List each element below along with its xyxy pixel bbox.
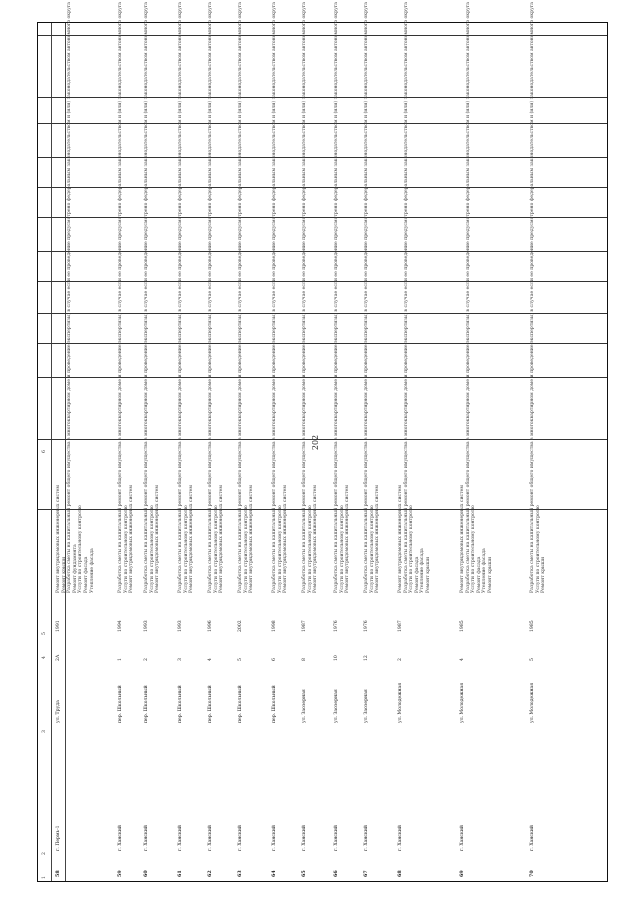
row-work-item: Ремонт фундамента — [72, 544, 78, 593]
row-work-item: Ремонт внутридомовых инженерных систем — [460, 485, 465, 593]
row-work-item: Ремонт фасада — [476, 556, 482, 593]
row-number: 66 — [333, 870, 339, 877]
table-row — [38, 217, 607, 251]
row-work-item: Ремонт крыши — [426, 556, 431, 593]
row-work-item: Услуги по строительному контролю — [243, 505, 249, 593]
row-work-item: Ремонт внутридомовых инженерных систем — [283, 485, 289, 593]
row-house: 2 — [144, 658, 149, 661]
row-work-item: Услуги по строительному контролю — [149, 505, 155, 593]
row-district: г. Ханский — [530, 825, 535, 851]
row-street: ул. Труда — [56, 700, 61, 723]
row-work-item: Услуги по строительному контролю — [369, 505, 375, 593]
row-year: 1976 — [364, 620, 369, 632]
row-district: г. Ханский — [178, 825, 183, 851]
row-house: 8 — [302, 658, 307, 661]
row-number: 62 — [207, 870, 213, 877]
row-work-item: Ремонт крыши — [61, 556, 67, 593]
row-work-item: Услуги по строительному контролю — [339, 505, 345, 593]
row-street: пер. Школьный — [238, 685, 243, 723]
row-street: ул. Молодежная — [398, 682, 403, 723]
table-row — [38, 123, 607, 157]
row-district: г. Ханский — [272, 825, 277, 851]
row-work-item: Разработка сметы на капитальный ремонт общего имущества в многоквартирном доме и проведение экспертизы, в случае если ее проведение предусмотрено федеральным законодательством и (или) законодательством автономного округа — [208, 2, 213, 593]
row-work-item: Ремонт крыши — [488, 556, 493, 593]
row-year: 1985 — [460, 620, 465, 632]
column-header-4: 4 — [42, 656, 47, 659]
row-district: г. Ханский — [118, 825, 123, 851]
row-year: 1991 — [56, 620, 61, 632]
row-street: пер. Школьный — [208, 685, 213, 723]
column-header-3: 3 — [42, 730, 47, 733]
row-year: 1998 — [272, 620, 277, 632]
row-house: 2А — [56, 654, 61, 661]
row-work-item: Услуги по строительному контролю — [277, 505, 283, 593]
row-work-item: Разработка сметы на капитальный ремонт общего имущества в многоквартирном доме и проведение экспертизы, в случае если ее проведение предусмотрено федеральным законодательством и (или) законодательством автономного округа — [364, 2, 369, 593]
row-house: 5 — [530, 658, 535, 661]
page-number: 202 — [311, 434, 321, 451]
row-house: 6 — [272, 658, 277, 661]
row-district: г. Ханский — [144, 825, 149, 851]
row-work-item: Услуги по строительному контролю — [213, 505, 219, 593]
row-work-item: Разработка сметы на капитальный ремонт общего имущества в многоквартирном доме и проведение экспертизы, в случае если ее проведение предусмотрено федеральным законодательством и (или) законодательством автономного округа — [465, 2, 471, 593]
table-row — [38, 187, 607, 217]
table-row — [38, 313, 607, 343]
row-street: ул. Молодежная — [530, 682, 535, 723]
row-district: г. Пермь-1 — [56, 825, 61, 851]
row-number: 69 — [459, 870, 465, 877]
row-district: г. Ханский — [302, 825, 307, 851]
row-work-item: Ремонт внутридомовых инженерных систем — [249, 485, 255, 593]
row-work-item: Разработка сметы на капитальный ремонт общего имущества в многоквартирном доме и проведение экспертизы, в случае если ее проведение предусмотрено федеральным законодательством и (или) законодательством автономного округа — [118, 2, 123, 593]
row-district: г. Ханский — [208, 825, 213, 851]
row-district: г. Ханский — [460, 825, 465, 851]
column-header-1: 1 — [42, 876, 47, 879]
row-district: г. Ханский — [364, 825, 369, 851]
row-number: 60 — [143, 870, 149, 877]
row-work-item: Разработка сметы на капитальный ремонт общего имущества в многоквартирном доме и проведение экспертизы, в случае если ее проведение предусмотрено федеральным законодательством и (или) законодательством автономного округа — [302, 2, 307, 593]
row-work-item: Ремонт внутридомовых инженерных систем — [345, 485, 351, 593]
row-district: г. Ханский — [334, 825, 339, 851]
table-row — [38, 343, 607, 377]
column-header-5: 5 — [42, 632, 47, 635]
row-work-item: Услуги по строительному контролю — [409, 505, 415, 593]
row-work-item: Ремонт внутридомовых инженерных систем — [189, 485, 195, 593]
row-number: 61 — [177, 870, 183, 877]
row-work-item: Разработка сметы на капитальный ремонт общего имущества в многоквартирном доме и проведение экспертизы, в случае если ее проведение предусмотрено федеральным законодательством и (или) законодательством автономного округа — [403, 2, 409, 593]
row-house: 4 — [208, 658, 213, 661]
row-house: 2 — [398, 658, 403, 661]
row-district: г. Ханский — [398, 825, 403, 851]
row-year: 1996 — [208, 620, 213, 632]
row-work-item: Утепление фасада — [482, 548, 488, 593]
row-street: пер. Школьный — [144, 685, 149, 723]
row-house: 5 — [238, 658, 243, 661]
row-year: 1987 — [302, 620, 307, 632]
row-work-item: Разработка сметы на капитальный ремонт общего имущества в многоквартирном доме и проведение экспертизы, в случае если ее проведение предусмотрено федеральным законодательством и (или) законодательством автономного округа — [530, 2, 535, 593]
row-street: ул. Заозерная — [334, 689, 339, 723]
table-row — [38, 439, 607, 509]
table-row — [38, 251, 607, 281]
row-street: пер. Школьный — [178, 685, 183, 723]
row-district: г. Ханский — [238, 825, 243, 851]
row-work-item: Утепление фасада — [89, 548, 95, 593]
row-year: 1987 — [398, 620, 403, 632]
row-number: 63 — [237, 870, 243, 877]
row-work-item: Разработка сметы на капитальный ремонт общего имущества в многоквартирном доме и проведение экспертизы, в случае если ее проведение предусмотрено федеральным законодательством и (или) законодательством автономного округа — [144, 2, 149, 593]
row-work-item: Ремонт крыши — [541, 556, 547, 593]
row-work-item: Ремонт внутридомовых инженерных систем — [56, 485, 61, 593]
row-number: 58 — [55, 870, 61, 877]
row-work-item: Ремонт фасада — [414, 556, 420, 593]
row-work-item: Услуги по строительному контролю — [307, 505, 313, 593]
row-work-item: Ремонт внутридомовых инженерных систем — [219, 485, 225, 593]
row-work-item: Ремонт внутридомовых инженерных систем — [398, 485, 403, 593]
row-street: ул. Заозерная — [302, 689, 307, 723]
column-header-6: 6 — [42, 450, 47, 453]
row-number: 59 — [117, 870, 123, 877]
row-work-item: Услуги по строительному контролю — [471, 505, 477, 593]
row-work-item: Разработка сметы на капитальный ремонт общего имущества в многоквартирном доме и проведение экспертизы, в случае если ее проведение предусмотрено федеральным законодательством и (или) законодательством автономного округа — [272, 2, 277, 593]
row-work-item: Ремонт внутридомовых инженерных систем — [129, 485, 135, 593]
rotated-register-table — [37, 2, 608, 882]
row-street: ул. Заозерная — [364, 689, 369, 723]
row-work-item: Ремонт фасада — [84, 556, 89, 593]
table-row — [38, 509, 607, 549]
row-work-item: Ремонт внутридомовых инженерных систем — [313, 485, 319, 593]
row-year: 1985 — [530, 620, 535, 632]
row-year: 2002 — [238, 620, 243, 632]
row-number: 68 — [397, 870, 403, 877]
row-street: пер. Школьный — [118, 685, 123, 723]
row-number: 64 — [271, 870, 277, 877]
row-work-item: Разработка сметы на капитальный ремонт общего имущества в многоквартирном доме и проведение экспертизы, в случае если ее проведение предусмотрено федеральным законодательством и (или) законодательством автономного округа — [238, 2, 243, 593]
row-number: 65 — [301, 870, 307, 877]
row-work-item: Разработка сметы на капитальный ремонт общего имущества в многоквартирном доме и проведение экспертизы, в случае если ее проведение предусмотрено федеральным законодательством и (или) законодательством автономного округа — [178, 2, 183, 593]
row-work-item: Услуги по строительному контролю — [535, 505, 541, 593]
row-house: 3 — [178, 658, 183, 661]
row-house: 4 — [460, 658, 465, 661]
column-header-2: 2 — [42, 852, 47, 855]
row-number: 70 — [529, 870, 535, 877]
row-street: ул. Молодежная — [460, 682, 465, 723]
row-work-item: Услуги по строительному контролю — [78, 505, 84, 593]
row-house: 12 — [364, 655, 369, 661]
row-year: 1993 — [144, 620, 149, 632]
row-work-item: Утепление фасада — [420, 548, 426, 593]
row-year: 1994 — [118, 620, 123, 632]
row-number: 67 — [363, 870, 369, 877]
table-row — [38, 157, 607, 187]
row-year: 1976 — [334, 620, 339, 632]
row-house: 1 — [118, 658, 123, 661]
table-row — [38, 377, 607, 439]
row-year: 1993 — [178, 620, 183, 632]
row-street: пер. Школьный — [272, 685, 277, 723]
row-house: 10 — [334, 655, 339, 661]
row-work-item: Разработка сметы на капитальный ремонт общего имущества в многоквартирном доме и проведение экспертизы, в случае если ее проведение предусмотрено федеральным законодательством и (или) законодательством автономного округа — [67, 2, 73, 593]
row-work-item: Услуги по строительному контролю — [183, 505, 189, 593]
row-work-item: Услуги по строительному контролю — [123, 505, 129, 593]
table-row — [38, 281, 607, 313]
row-work-item: Ремонт внутридомовых инженерных систем — [155, 485, 161, 593]
row-work-item: Ремонт внутридомовых инженерных систем — [375, 485, 381, 593]
row-work-item: Разработка сметы на капитальный ремонт общего имущества в многоквартирном доме и проведение экспертизы, в случае если ее проведение предусмотрено федеральным законодательством и (или) законодательством автономного округа — [334, 2, 339, 593]
